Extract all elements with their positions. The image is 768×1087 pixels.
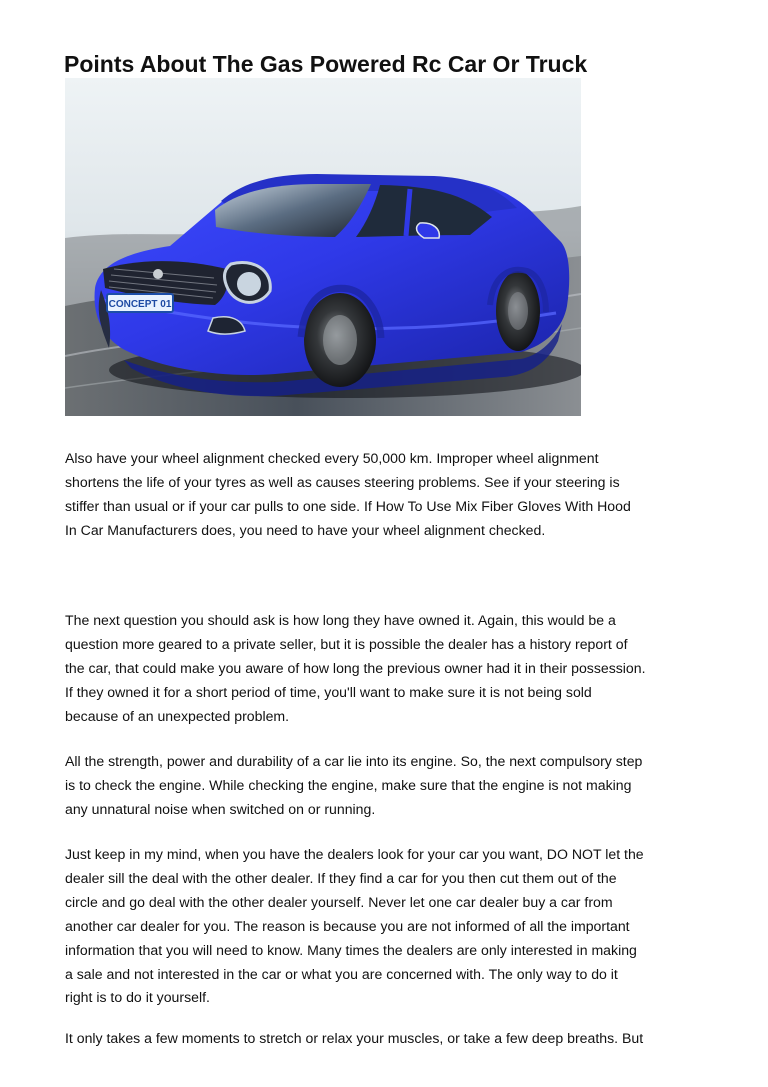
page-title: Points About The Gas Powered Rc Car Or Truck [64, 51, 588, 78]
paragraph-stretching: It only takes a few moments to stretch or relax your muscles, or take a few deep breaths. But [65, 1030, 644, 1046]
paragraph-dealer-advice: Just keep in my mind, when you have the dealers look for your car you want, DO NOT let the dealer sill the deal with the other dealer. If they find a car for you then cut them out of the circle and go deal with the other dealer yourself. Never let one car dealer buy a car from another car dealer for you. The reason is because you are not informed of all the important information that you will need to know. Many times the dealers are only interested in making a sale and not interested in the car or what you are concerned with. The only way to do it right is to do it yourself. [65, 846, 644, 1006]
paragraph-ownership-question: The next question you should ask is how long they have owned it. Again, this would be a question more geared to a private seller, but it is possible the dealer has a history report of the car, that could make you aware of how long the previous owner had it in their possession. If they owned it for a short period of time, you'll want to make sure it is not being sold because of an unexpected problem. [65, 612, 646, 724]
concept-plate [107, 294, 173, 312]
paragraph-wheel-alignment: Also have your wheel alignment checked every 50,000 km. Improper wheel alignment shortens the life of your tyres as well as causes steering problems. See if your steering is stiffer than usual or if your car pulls to one side. If How To Use Mix Fiber Gloves With Hood In Car Manufacturers does, you need to have your wheel alignment checked. [65, 450, 631, 538]
front-hub [323, 315, 357, 365]
headlight-lens [237, 272, 261, 296]
car-photo [65, 78, 581, 416]
blue-concept-car-illustration [65, 78, 581, 416]
paragraph-engine-check: All the strength, power and durability of a car lie into its engine. So, the next compulsory step is to check the engine. While checking the engine, make sure that the engine is not making any unnatural noise when switched on or running. [65, 753, 643, 817]
rear-hub [508, 292, 528, 330]
svg-text:CONCEPT 01: CONCEPT 01 [108, 299, 172, 310]
front-emblem [153, 269, 163, 279]
